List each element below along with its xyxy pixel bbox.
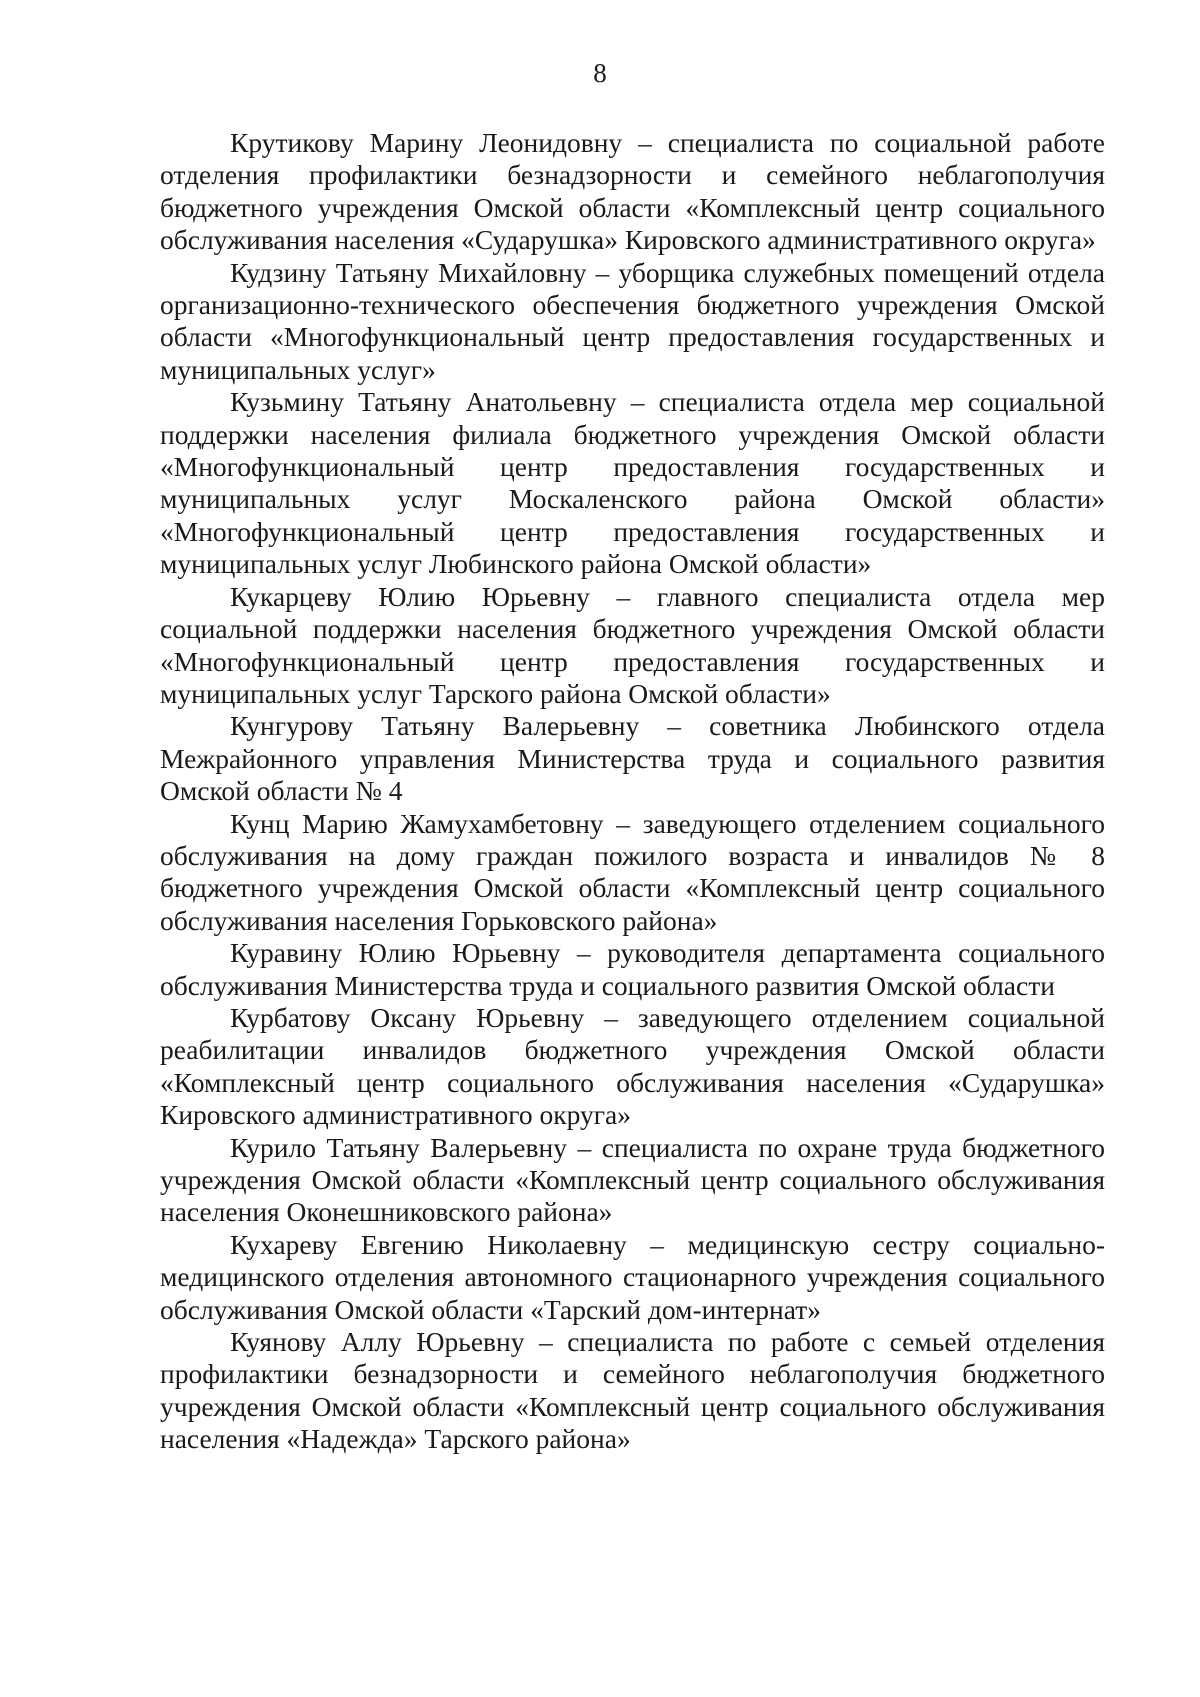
paragraph-kuyanova: Куянову Аллу Юрьевну – специалиста по работе с семьей отделения профилактики безнадзорности и семейного неблагополучия бюджетного учреждения Омской области «Комплексный центр социального обслуживания населения «Надежда» Тарского района»	[160, 1326, 1105, 1455]
paragraph-kurilo: Курило Татьяну Валерьевну – специалиста по охране труда бюджетного учреждения Омской области «Комплексный центр социального обслуживания населения Оконешниковского района»	[160, 1131, 1105, 1228]
page-number: 8	[593, 58, 607, 88]
paragraph-kudzina: Кудзину Татьяну Михайловну – уборщика служебных помещений отдела организационно-технического обеспечения бюджетного учреждения Омской области «Многофункциональный центр предоставления государственных и муниципальных услуг»	[160, 256, 1105, 385]
paragraph-kuravina: Куравину Юлию Юрьевну – руководителя департамента социального обслуживания Министерства труда и социального развития Омской области	[160, 937, 1105, 1001]
paragraph-kukartseva: Кукарцеву Юлию Юрьевну – главного специалиста отдела мер социальной поддержки населения бюджетного учреждения Омской области «Многофункциональный центр предоставления государственных и муниципальных услуг Тарского района Омской области»	[160, 580, 1105, 709]
paragraph-kuzmina: Кузьмину Татьяну Анатольевну – специалиста отдела мер социальной поддержки населения филиала бюджетного учреждения Омской области «Многофункциональный центр предоставления государственных и муниципальных услуг Москаленского района Омской области» «Многофункциональный центр предоставления государственных и муниципальных услуг Любинского района Омской области»	[160, 386, 1105, 580]
document-body	[160, 127, 1105, 1456]
paragraph-kurbatova: Курбатову Оксану Юрьевну – заведующего отделением социальной реабилитации инвалидов бюджетного учреждения Омской области «Комплексный центр социального обслуживания населения «Сударушка» Кировского административного округа»	[160, 1001, 1105, 1131]
paragraph-kunts: Кунц Марию Жамухамбетовну – заведующего отделением социального обслуживания на дому граждан пожилого возраста и инвалидов № 8 бюджетного учреждения Омской области «Комплексный центр социального обслуживания населения Горьковского района»	[160, 807, 1105, 936]
paragraph-krutikova: Крутикову Марину Леонидовну – специалиста по социальной работе отделения профилактики безнадзорности и семейного неблагополучия бюджетного учреждения Омской области «Комплексный центр социального обслуживания населения «Сударушка» Кировского административного округа»	[160, 127, 1105, 256]
paragraph-kukhareva: Кухареву Евгению Николаевну – медицинскую сестру социально-медицинского отделения автономного стационарного учреждения социального обслуживания Омской области «Тарский дом-интернат»	[160, 1228, 1105, 1325]
paragraph-kungurova: Кунгурову Татьяну Валерьевну – советника Любинского отдела Межрайонного управления Министерства труда и социального развития Омской области № 4	[160, 710, 1105, 807]
